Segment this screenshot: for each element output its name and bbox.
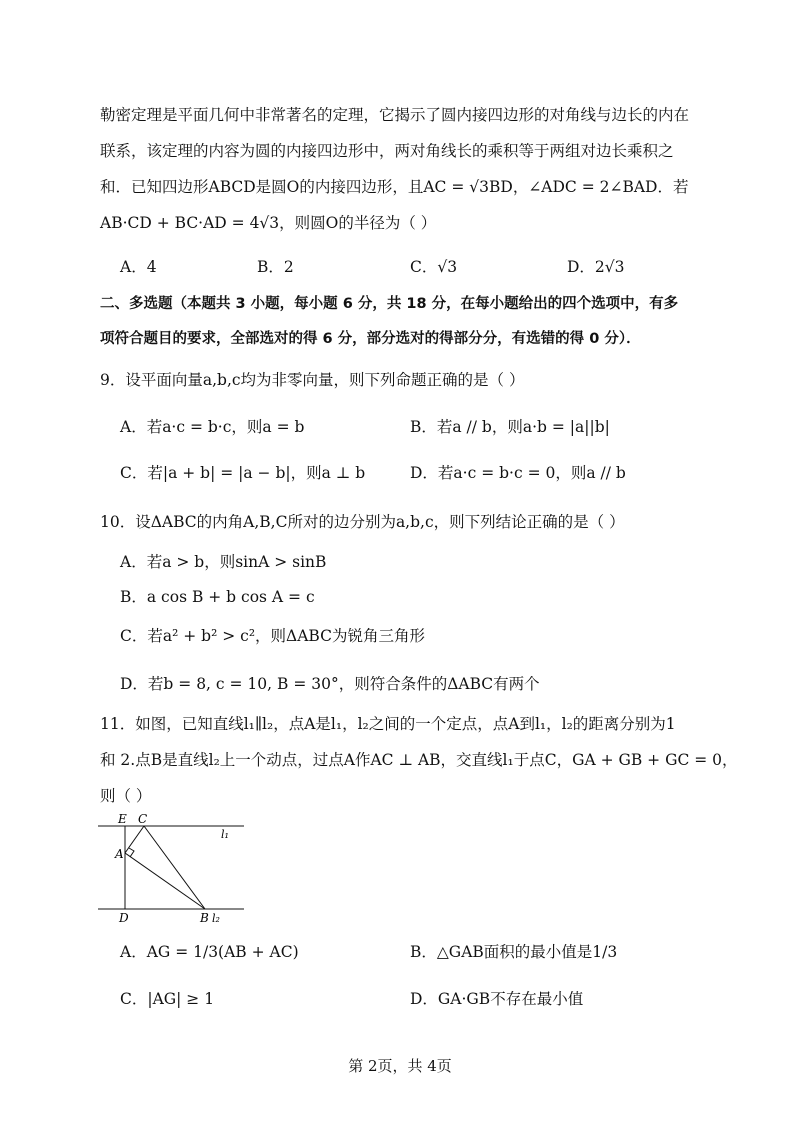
section-heading-line-1: 二、多选题（本题共 3 小题，每小题 6 分，共 18 分，在每小题给出的四个选项中，有多: [100, 296, 679, 312]
label-c: C: [138, 812, 148, 826]
q8-option-c: C．√3: [410, 258, 458, 276]
q9-option-d: D．若a·c = b·c = 0，则a // b: [410, 464, 626, 482]
section-heading-line-2: 项符合题目的要求，全部选对的得 6 分，部分选对的得部分分，有选错的得 0 分）．: [100, 331, 641, 347]
q11-line-1: 11．如图，已知直线l₁∥l₂，点A是l₁，l₂之间的一个定点，点A到l₁，l₂的距离分别为1: [100, 715, 676, 733]
segment-ab: [125, 853, 205, 909]
intro-line-1: 勒密定理是平面几何中非常著名的定理，它揭示了圆内接四边形的对角线与边长的内在: [100, 106, 690, 124]
label-e: E: [118, 812, 127, 826]
q11-option-c: C．|AG| ≥ 1: [120, 990, 215, 1008]
geometry-figure: [96, 808, 246, 926]
page-footer: 第 2页，共 4页: [348, 1057, 452, 1075]
q9-stem: 9．设平面向量a,b,c均为非零向量，则下列命题正确的是（ ）: [100, 371, 525, 389]
right-angle-mark: [129, 848, 134, 857]
q11-line-3: 则（ ）: [100, 787, 152, 805]
label-l2: l₂: [212, 912, 220, 925]
q10-stem: 10．设ΔABC的内角A,B,C所对的边分别为a,b,c，则下列结论正确的是（ ）: [100, 513, 625, 531]
label-d: D: [119, 911, 129, 925]
q11-option-a: A．AG = 1/3(AB + AC): [120, 943, 299, 961]
q9-option-c: C．若|a + b| = |a − b|，则a ⊥ b: [120, 464, 366, 482]
q10-option-a: A．若a > b，则sinA > sinB: [120, 553, 327, 571]
q11-option-b: B．△GAB面积的最小值是1/3: [410, 943, 618, 961]
q10-option-d: D．若b = 8, c = 10, B = 30°，则符合条件的ΔABC有两个: [120, 675, 540, 693]
label-l1: l₁: [221, 828, 229, 841]
q9-option-a: A．若a·c = b·c，则a = b: [120, 418, 305, 436]
q8-option-b: B．2: [257, 258, 294, 276]
intro-line-3: 和．已知四边形ABCD是圆O的内接四边形，且AC = √3BD，∠ADC = 2∠BAD．若: [100, 178, 689, 196]
label-a: A: [115, 847, 124, 861]
intro-line-2: 联系，该定理的内容为圆的内接四边形中，两对角线长的乘积等于两组对边长乘积之: [100, 142, 674, 160]
intro-line-4: AB·CD + BC·AD = 4√3，则圆O的半径为（ ）: [100, 214, 437, 232]
segment-ac: [125, 826, 144, 853]
label-b: B: [200, 911, 209, 925]
q10-option-b: B．a cos B + b cos A = c: [120, 588, 315, 606]
q11-option-d: D．GA·GB不存在最小值: [410, 990, 584, 1008]
q9-option-b: B．若a // b，则a·b = |a||b|: [410, 418, 610, 436]
q10-option-c: C．若a² + b² > c²，则ΔABC为锐角三角形: [120, 627, 425, 645]
q8-option-a: A．4: [120, 258, 157, 276]
segment-cb: [144, 826, 205, 909]
q8-option-d: D．2√3: [567, 258, 625, 276]
q11-line-2: 和 2.点B是直线l₂上一个动点，过点A作AC ⊥ AB，交直线l₁于点C，GA + GB + GC = 0，: [100, 751, 738, 769]
